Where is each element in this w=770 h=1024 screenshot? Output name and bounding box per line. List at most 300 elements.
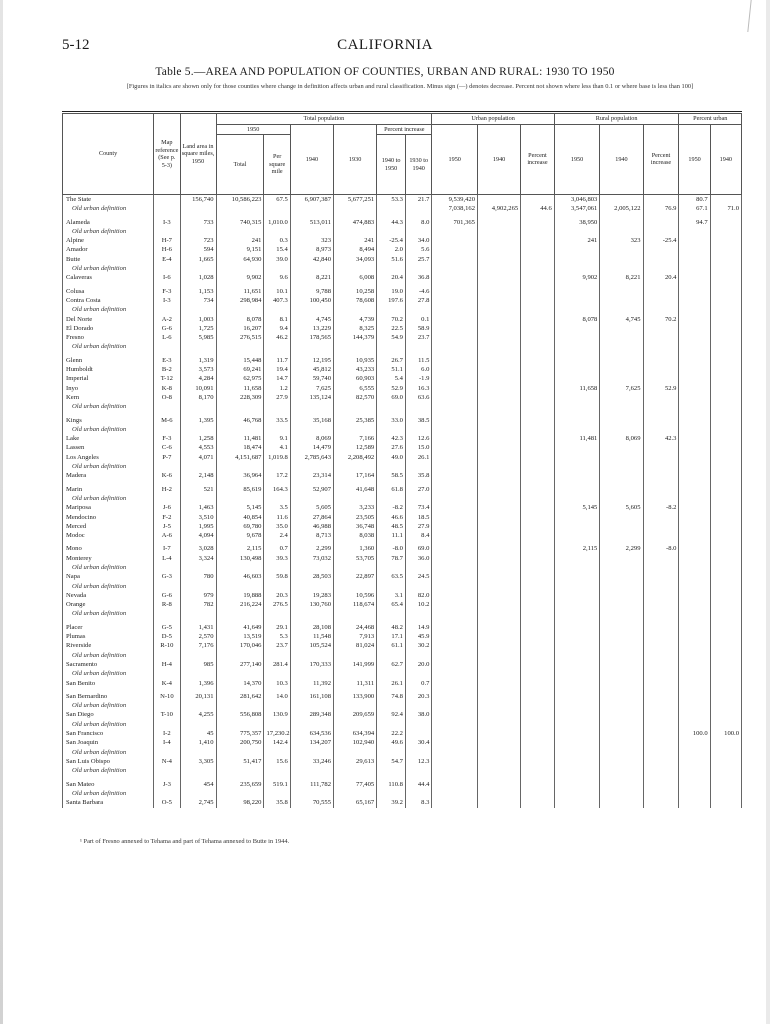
table-cell: 276,515 (216, 333, 264, 342)
county-name: Merced (63, 522, 154, 531)
table-cell (154, 462, 180, 471)
table-cell (432, 738, 478, 747)
table-cell (600, 692, 643, 701)
table-cell (405, 264, 431, 273)
table-cell (600, 393, 643, 402)
table-cell: 36.0 (405, 554, 431, 563)
table-subrow (63, 701, 742, 710)
table-cell: 24.5 (405, 572, 431, 581)
table-cell: 11.1 (377, 531, 406, 540)
table-cell: 61.8 (377, 485, 406, 494)
table-cell: 241 (216, 236, 264, 245)
table-container (62, 113, 742, 808)
table-cell (521, 531, 555, 540)
table-row (63, 236, 742, 245)
table-cell: R-10 (154, 641, 180, 650)
table-cell: 2,005,122 (600, 204, 643, 213)
table-cell: 7,913 (334, 632, 377, 641)
table-cell (643, 789, 679, 798)
table-cell (521, 609, 555, 618)
table-cell: 59.8 (264, 572, 290, 581)
table-cell (477, 434, 520, 443)
table-cell (710, 513, 741, 522)
table-cell: 7,625 (290, 384, 333, 393)
table-cell: 27.9 (264, 393, 290, 402)
table-cell: 170,046 (216, 641, 264, 650)
col-pu-1950: 1950 (679, 124, 710, 195)
table-cell (521, 766, 555, 775)
page-number: 5-12 (62, 37, 90, 53)
table-cell (643, 641, 679, 650)
table-cell (521, 623, 555, 632)
table-cell: 30.4 (405, 738, 431, 747)
table-cell (710, 384, 741, 393)
table-cell (377, 669, 406, 678)
table-cell (554, 255, 600, 264)
table-cell (710, 582, 741, 591)
table-cell (180, 720, 216, 729)
table-cell: 2,115 (216, 544, 264, 553)
table-cell (264, 425, 290, 434)
table-cell: 45 (180, 729, 216, 738)
table-cell (554, 324, 600, 333)
table-cell: 8,221 (290, 273, 333, 282)
table-cell (377, 651, 406, 660)
table-cell (554, 402, 600, 411)
table-cell (710, 660, 741, 669)
table-cell (180, 582, 216, 591)
table-cell: 46,603 (216, 572, 264, 581)
table-cell: 78,608 (334, 296, 377, 305)
table-cell: 25.7 (405, 255, 431, 264)
table-cell (679, 255, 710, 264)
table-cell (264, 342, 290, 351)
table-cell (264, 651, 290, 660)
county-name: Madera (63, 471, 154, 480)
table-cell (600, 356, 643, 365)
table-cell (643, 245, 679, 254)
table-cell: 733 (180, 218, 216, 227)
table-cell (432, 425, 478, 434)
table-cell: 178,565 (290, 333, 333, 342)
table-cell (521, 485, 555, 494)
table-cell (477, 255, 520, 264)
table-cell (216, 342, 264, 351)
table-cell: 102,940 (334, 738, 377, 747)
table-cell: 1,360 (334, 544, 377, 553)
table-cell: 782 (180, 600, 216, 609)
table-cell (477, 679, 520, 688)
table-cell (554, 692, 600, 701)
county-name: Fresno (63, 333, 154, 342)
table-cell (180, 766, 216, 775)
table-cell (643, 264, 679, 273)
table-cell: 81,024 (334, 641, 377, 650)
table-cell (710, 236, 741, 245)
table-cell (377, 494, 406, 503)
table-cell (679, 738, 710, 747)
table-cell (679, 494, 710, 503)
table-row (63, 798, 742, 807)
footnote: ¹ Part of Fresno annexed to Tehama and part of Tehama annexed to Butte in 1944. (80, 838, 290, 845)
table-cell: 7,625 (600, 384, 643, 393)
table-cell (377, 425, 406, 434)
table-cell (710, 255, 741, 264)
county-name: Mariposa (63, 503, 154, 512)
table-cell: 22,897 (334, 572, 377, 581)
table-cell (521, 195, 555, 205)
table-cell (554, 342, 600, 351)
table-cell (180, 425, 216, 434)
table-cell (554, 591, 600, 600)
col-1940: 1940 (290, 124, 333, 195)
table-cell: 3,510 (180, 513, 216, 522)
table-cell (643, 554, 679, 563)
table-cell (679, 416, 710, 425)
table-cell (264, 609, 290, 618)
top-rule (62, 111, 742, 112)
table-cell: -8.0 (377, 544, 406, 553)
table-cell (477, 227, 520, 236)
table-cell (600, 402, 643, 411)
table-cell: 14,370 (216, 679, 264, 688)
table-cell (600, 738, 643, 747)
table-row (63, 572, 742, 581)
table-cell (710, 554, 741, 563)
county-name: Glenn (63, 356, 154, 365)
table-cell (600, 531, 643, 540)
table-cell: 4,071 (180, 453, 216, 462)
table-cell (334, 227, 377, 236)
table-cell (290, 264, 333, 273)
table-cell (643, 416, 679, 425)
table-cell (521, 720, 555, 729)
table-cell: 209,659 (334, 710, 377, 719)
table-cell (643, 807, 679, 808)
table-subrow (63, 305, 742, 314)
table-cell (432, 365, 478, 374)
table-cell (600, 443, 643, 452)
table-cell: 11.7 (264, 356, 290, 365)
county-name: Calaveras (63, 273, 154, 282)
table-cell: 241 (554, 236, 600, 245)
county-name: Old urban definition (63, 720, 154, 729)
table-cell: 1,010.0 (264, 218, 290, 227)
county-name: Old urban definition (63, 494, 154, 503)
table-cell (432, 531, 478, 540)
table-cell (600, 632, 643, 641)
table-cell (264, 204, 290, 213)
table-cell (290, 651, 333, 660)
table-cell (600, 679, 643, 688)
table-cell (710, 227, 741, 236)
table-cell (643, 660, 679, 669)
table-cell (600, 227, 643, 236)
county-name: Lake (63, 434, 154, 443)
table-cell: 100,450 (290, 296, 333, 305)
table-cell (679, 315, 710, 324)
table-cell: 118,674 (334, 600, 377, 609)
table-cell (521, 471, 555, 480)
table-cell: 323 (600, 236, 643, 245)
table-cell: 80.7 (679, 195, 710, 205)
table-cell: L-6 (154, 333, 180, 342)
table-cell (643, 522, 679, 531)
table-cell (679, 462, 710, 471)
table-cell: 521 (180, 485, 216, 494)
table-cell (643, 218, 679, 227)
table-cell (643, 374, 679, 383)
table-cell: 1,003 (180, 315, 216, 324)
table-cell (710, 342, 741, 351)
table-cell (290, 402, 333, 411)
table-subrow (63, 669, 742, 678)
table-cell (679, 365, 710, 374)
table-cell (180, 789, 216, 798)
table-cell (600, 374, 643, 383)
table-cell (710, 245, 741, 254)
county-name: Alameda (63, 218, 154, 227)
table-cell (477, 572, 520, 581)
table-cell (432, 315, 478, 324)
table-cell: 44.4 (405, 780, 431, 789)
table-cell: 52.9 (643, 384, 679, 393)
table-cell (432, 600, 478, 609)
table-cell (710, 195, 741, 205)
table-cell (710, 503, 741, 512)
table-cell (643, 513, 679, 522)
table-cell: 2,745 (180, 798, 216, 807)
table-cell (643, 701, 679, 710)
county-name: Sacramento (63, 660, 154, 669)
table-cell (679, 701, 710, 710)
table-cell (521, 425, 555, 434)
table-row (63, 434, 742, 443)
table-cell (521, 218, 555, 227)
table-cell (710, 789, 741, 798)
table-cell: -8.2 (377, 503, 406, 512)
table-cell (405, 204, 431, 213)
table-cell: 134,207 (290, 738, 333, 747)
table-row (63, 365, 742, 374)
table-cell (477, 462, 520, 471)
table-cell: 110.8 (377, 780, 406, 789)
table-cell: H-4 (154, 660, 180, 669)
table-cell (643, 227, 679, 236)
table-cell (643, 287, 679, 296)
table-cell: 20.4 (377, 273, 406, 282)
table-cell (600, 701, 643, 710)
table-cell: 53.3 (377, 195, 406, 205)
table-cell (521, 453, 555, 462)
table-cell: 65.4 (377, 600, 406, 609)
table-cell: 42.3 (377, 434, 406, 443)
table-cell (432, 236, 478, 245)
table-cell: 38.0 (405, 710, 431, 719)
table-cell (432, 669, 478, 678)
table-cell (477, 296, 520, 305)
table-cell (432, 416, 478, 425)
table-cell: C-6 (154, 443, 180, 452)
table-cell: 133,900 (334, 692, 377, 701)
table-cell: 94.7 (679, 218, 710, 227)
county-name (63, 807, 154, 808)
table-cell: 11.5 (405, 356, 431, 365)
table-cell (432, 374, 478, 383)
table-cell (710, 462, 741, 471)
table-cell (679, 669, 710, 678)
table-cell (521, 738, 555, 747)
table-cell (521, 443, 555, 452)
table-cell (334, 669, 377, 678)
table-cell (216, 748, 264, 757)
scan-edge-left (0, 0, 3, 1024)
table-cell (710, 264, 741, 273)
table-cell (334, 651, 377, 660)
table-cell: 170,333 (290, 660, 333, 669)
table-cell (710, 544, 741, 553)
table-cell (710, 218, 741, 227)
table-cell (377, 748, 406, 757)
table-cell (477, 236, 520, 245)
table-cell (679, 660, 710, 669)
table-cell (643, 425, 679, 434)
table-cell: 9,539,420 (432, 195, 478, 205)
table-cell (521, 416, 555, 425)
table-cell (377, 720, 406, 729)
table-cell (643, 402, 679, 411)
table-cell (600, 425, 643, 434)
table-cell (554, 494, 600, 503)
table-cell (600, 287, 643, 296)
table-cell: 27.6 (377, 443, 406, 452)
table-cell (600, 572, 643, 581)
table-cell: H-7 (154, 236, 180, 245)
table-cell (216, 425, 264, 434)
table-cell (432, 807, 478, 808)
table-cell: D-5 (154, 632, 180, 641)
table-cell (643, 462, 679, 471)
table-cell: 69,241 (216, 365, 264, 374)
table-cell (554, 333, 600, 342)
table-cell (216, 766, 264, 775)
table-cell (377, 609, 406, 618)
county-name: Del Norte (63, 315, 154, 324)
table-cell: 69.0 (405, 544, 431, 553)
table-cell (710, 485, 741, 494)
table-cell (264, 402, 290, 411)
table-cell (679, 425, 710, 434)
table-cell: 1,463 (180, 503, 216, 512)
table-cell (477, 766, 520, 775)
table-cell (710, 710, 741, 719)
table-cell: 92.4 (377, 710, 406, 719)
table-cell (432, 651, 478, 660)
table-cell: 11,481 (216, 434, 264, 443)
table-cell (679, 333, 710, 342)
table-cell (432, 757, 478, 766)
table-cell: 2,785,643 (290, 453, 333, 462)
table-cell (477, 384, 520, 393)
table-cell (432, 522, 478, 531)
table-cell (679, 236, 710, 245)
table-cell: 1,665 (180, 255, 216, 264)
county-name: Old urban definition (63, 701, 154, 710)
table-cell (216, 462, 264, 471)
table-cell: J-3 (154, 780, 180, 789)
table-cell (679, 356, 710, 365)
table-cell: 8,078 (554, 315, 600, 324)
table-cell (334, 342, 377, 351)
table-cell: 9,902 (216, 273, 264, 282)
table-cell: 42.3 (643, 434, 679, 443)
table-cell (521, 582, 555, 591)
table-row (63, 333, 742, 342)
table-cell: 15,448 (216, 356, 264, 365)
table-row (63, 522, 742, 531)
table-cell: 10,091 (180, 384, 216, 393)
county-name: Mono (63, 544, 154, 553)
table-cell (710, 572, 741, 581)
table-cell: A-6 (154, 531, 180, 540)
table-cell (600, 264, 643, 273)
table-cell (679, 720, 710, 729)
table-cell: 5.3 (264, 632, 290, 641)
table-cell: 135,124 (290, 393, 333, 402)
table-cell (405, 720, 431, 729)
table-cell (334, 264, 377, 273)
county-name: San Benito (63, 679, 154, 688)
table-cell (216, 720, 264, 729)
table-cell: 0.3 (264, 236, 290, 245)
table-cell: 77,405 (334, 780, 377, 789)
table-cell (679, 485, 710, 494)
table-cell (679, 305, 710, 314)
table-cell: 82.0 (405, 591, 431, 600)
table-cell: 519.1 (264, 780, 290, 789)
table-cell: 9.1 (264, 434, 290, 443)
table-cell (643, 591, 679, 600)
table-cell (643, 305, 679, 314)
table-cell: 10,596 (334, 591, 377, 600)
table-cell (554, 572, 600, 581)
table-cell: 64,930 (216, 255, 264, 264)
table-cell (432, 273, 478, 282)
table-cell (643, 485, 679, 494)
table-cell (154, 609, 180, 618)
table-cell (216, 204, 264, 213)
table-cell: 22.5 (377, 324, 406, 333)
table-cell (432, 384, 478, 393)
col-per-sq-mile: Per square mile (264, 135, 290, 195)
table-cell: P-7 (154, 453, 180, 462)
table-cell (264, 264, 290, 273)
table-cell (216, 402, 264, 411)
county-name: Orange (63, 600, 154, 609)
table-subrow (63, 227, 742, 236)
table-cell (432, 264, 478, 273)
table-cell: 164.3 (264, 485, 290, 494)
table-cell: 11,481 (554, 434, 600, 443)
col-pct-1940-1950: 1940 to 1950 (377, 135, 406, 195)
table-row (63, 485, 742, 494)
table-cell (334, 204, 377, 213)
table-cell: 1,319 (180, 356, 216, 365)
table-cell (554, 245, 600, 254)
table-cell: N-10 (154, 692, 180, 701)
table-cell: 23.7 (264, 641, 290, 650)
table-cell (600, 780, 643, 789)
